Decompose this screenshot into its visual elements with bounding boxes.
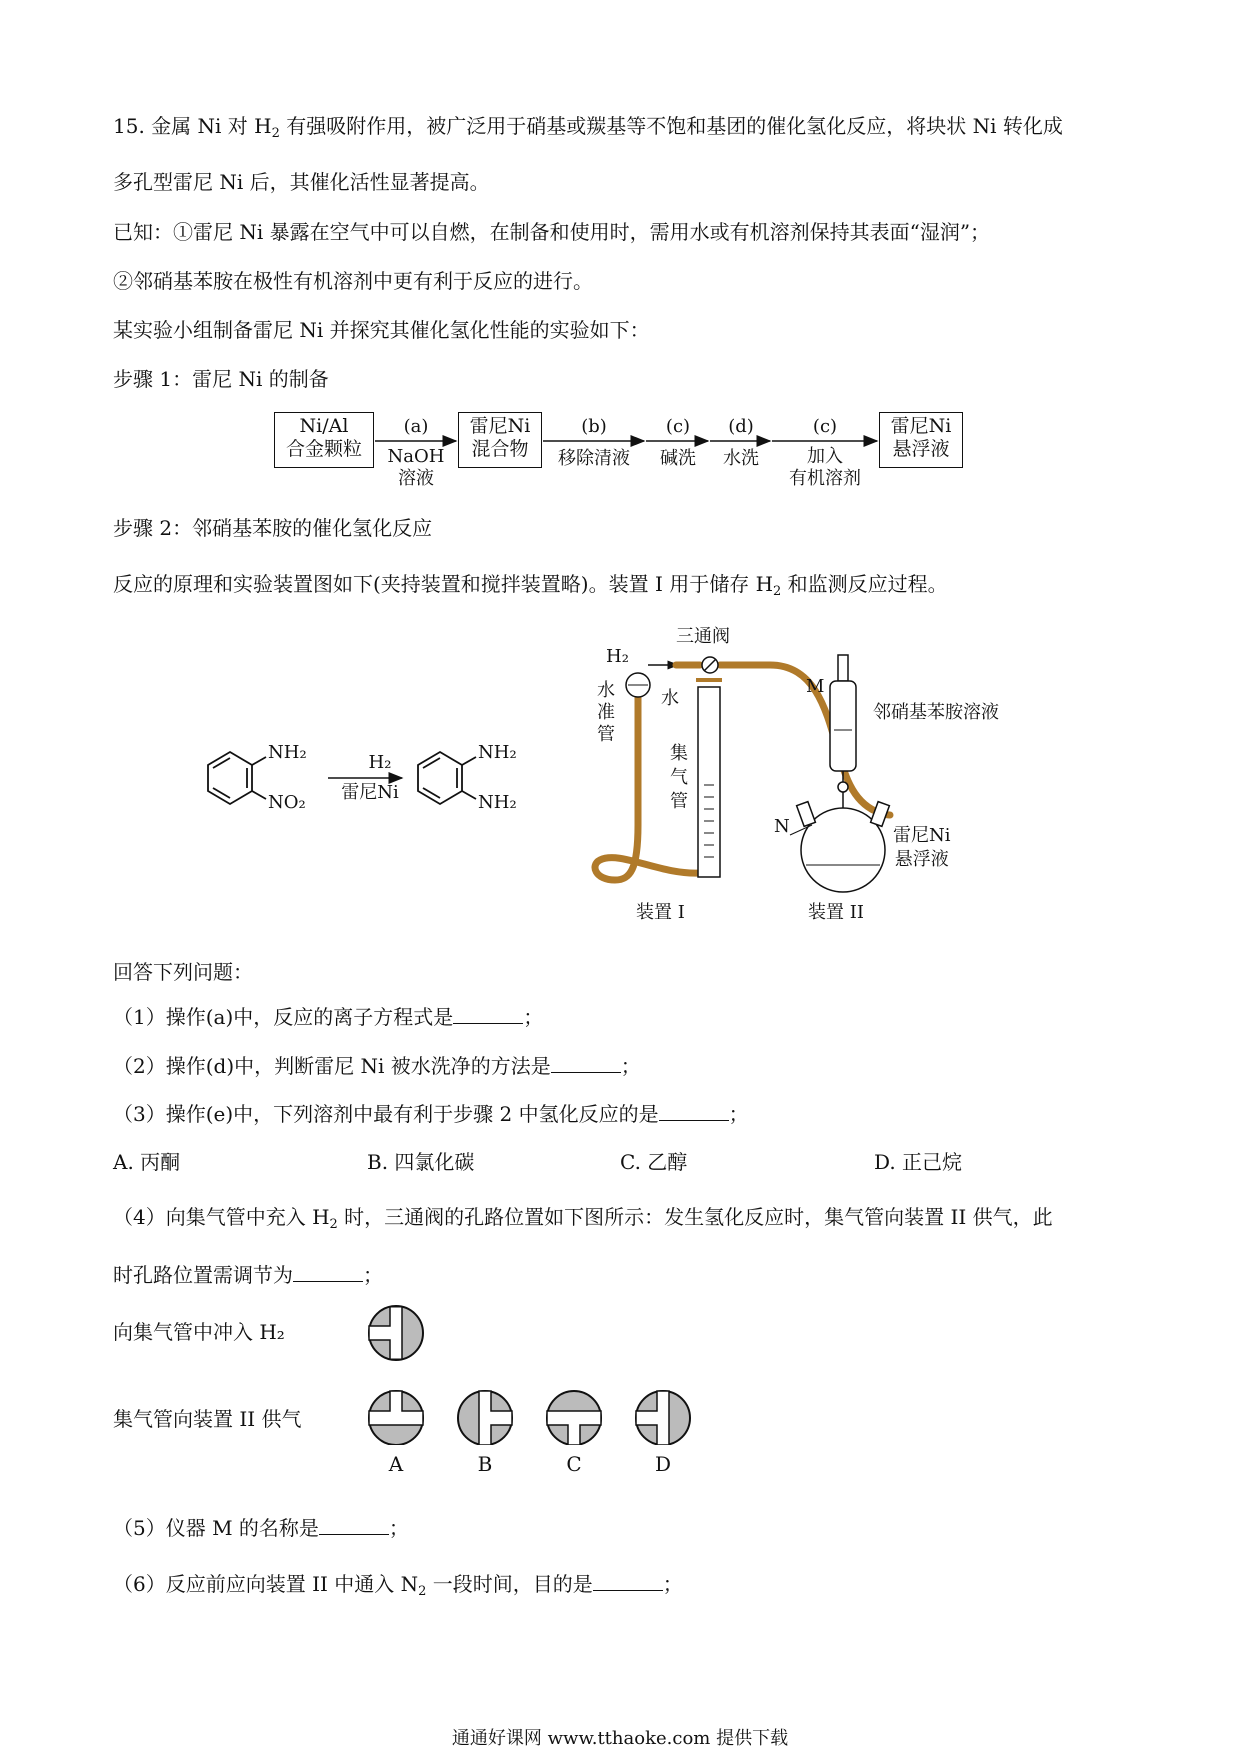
answer-blank[interactable] xyxy=(551,1054,621,1073)
question-2 xyxy=(113,1052,641,1080)
label-water: 水 xyxy=(661,688,679,709)
question-1 xyxy=(113,1003,543,1031)
label-h2: H₂ xyxy=(606,646,629,667)
subscript: 2 xyxy=(329,1217,338,1232)
dropping-funnel xyxy=(830,681,856,771)
answer-blank[interactable] xyxy=(453,1005,523,1024)
choice-d[interactable]: D. 正己烷 xyxy=(874,1150,963,1174)
flow-arrow-top: (d) xyxy=(728,416,754,437)
q4-text-a: （4）向集气管中充入 H xyxy=(113,1205,330,1229)
valve-option-d-icon[interactable] xyxy=(636,1391,690,1445)
step2-title: 步骤 2：邻硝基苯胺的催化氢化反应 xyxy=(113,516,433,540)
q5-text: （5）仪器 M 的名称是 xyxy=(113,1516,319,1540)
known-1: 已知：①雷尼 Ni 暴露在空气中可以自燃，在制备和使用时，需用水或有机溶剂保持其表面“湿润”； xyxy=(113,220,991,244)
label-char: 集 xyxy=(670,743,688,764)
label-char: 气 xyxy=(670,767,688,788)
reactant-group-no2: NO₂ xyxy=(268,792,306,813)
valve-fill-label: 向集气管中冲入 H₂ xyxy=(113,1320,285,1344)
step1-title: 步骤 1：雷尼 Ni 的制备 xyxy=(113,367,329,391)
flow-box-text: 雷尼Ni xyxy=(469,415,531,437)
question-4-cont xyxy=(113,1261,383,1289)
flow-arrow-top: (a) xyxy=(403,416,429,437)
q15-intro-a: 15. 金属 Ni 对 H xyxy=(113,114,272,138)
funnel-stopper xyxy=(838,655,848,681)
valve-option-c-icon[interactable] xyxy=(547,1391,601,1445)
label-device-2: 装置 II xyxy=(808,902,864,923)
group-intro: 某实验小组制备雷尼 Ni 并探究其催化氢化性能的实验如下： xyxy=(113,318,650,342)
flow-arrow-top: (c) xyxy=(665,416,691,437)
q15-intro-b: 有强吸附作用，被广泛用于硝基或羰基等不饱和基团的催化氢化反应，将块状 Ni 转化成 xyxy=(279,114,1063,138)
choice-a[interactable]: A. 丙酮 xyxy=(113,1150,181,1174)
flow-box-text: 混合物 xyxy=(471,438,529,460)
label-suspension xyxy=(893,824,951,872)
valve-option-a-label: A xyxy=(388,1452,404,1476)
choice-c[interactable]: C. 乙醇 xyxy=(620,1150,688,1174)
flow-arrow-top: (c) xyxy=(812,416,838,437)
answer-blank[interactable] xyxy=(659,1102,729,1121)
label-char: 管 xyxy=(597,724,615,745)
q3-text: （3）操作(e)中，下列溶剂中最有利于步骤 2 中氢化反应的是 xyxy=(113,1102,659,1126)
answer-blank[interactable] xyxy=(293,1263,363,1282)
question-6 xyxy=(113,1570,683,1606)
benzene-ring-reactant xyxy=(208,752,266,804)
answer-blank[interactable] xyxy=(319,1516,389,1535)
flow-arrow-bottom: 溶液 xyxy=(398,468,434,489)
gas-collecting-tube xyxy=(698,687,720,877)
flow-arrow-bottom: 加入 xyxy=(807,446,843,467)
label-solution: 邻硝基苯胺溶液 xyxy=(873,702,999,723)
valve-supply-label: 集气管向装置 II 供气 xyxy=(113,1407,302,1431)
step2-desc-b: 和监测反应过程。 xyxy=(781,572,948,596)
q6-text-b: 一段时间，目的是 xyxy=(426,1572,593,1596)
flow-arrows xyxy=(0,0,1240,500)
flow-arrow-top: (b) xyxy=(581,416,607,437)
q1-text: （1）操作(a)中，反应的离子方程式是 xyxy=(113,1005,454,1029)
flow-box-text: 悬浮液 xyxy=(892,438,950,460)
product-group-nh2: NH₂ xyxy=(478,742,517,763)
valve-option-a-icon[interactable] xyxy=(369,1391,423,1445)
step2-desc xyxy=(113,570,948,606)
valve-option-c-label: C xyxy=(566,1452,582,1476)
flow-box-text: 合金颗粒 xyxy=(285,438,362,460)
flow-arrow-bottom: 碱洗 xyxy=(660,448,696,469)
label-three-way-valve: 三通阀 xyxy=(676,626,730,647)
flow-box-text: 雷尼Ni xyxy=(890,415,952,437)
choice-b[interactable]: B. 四氯化碳 xyxy=(367,1150,475,1174)
question-4 xyxy=(113,1203,1053,1239)
subscript: 2 xyxy=(271,126,280,141)
flask-side-neck xyxy=(871,802,890,827)
label-char: 水 xyxy=(597,680,615,701)
subscript: 2 xyxy=(418,1584,427,1599)
label-line: 雷尼Ni xyxy=(893,825,951,846)
valve-option-d-label: D xyxy=(654,1452,672,1476)
punct: ； xyxy=(728,1102,749,1126)
label-char: 管 xyxy=(670,791,688,812)
valve-option-b-label: B xyxy=(477,1452,493,1476)
answer-blank[interactable] xyxy=(593,1572,663,1591)
q15-intro-line2: 多孔型雷尼 Ni 后，其催化活性显著提高。 xyxy=(113,170,490,194)
flow-arrow-bottom: 水洗 xyxy=(723,448,759,469)
page-footer: 通通好课网 www.tthaoke.com 提供下载 xyxy=(451,1728,789,1749)
reaction-catalyst: 雷尼Ni xyxy=(341,782,399,803)
label-device-1: 装置 I xyxy=(636,902,685,923)
punct: ； xyxy=(620,1054,641,1078)
label-char: 准 xyxy=(597,702,615,723)
step2-desc-a: 反应的原理和实验装置图如下(夹持装置和搅拌装置略)。装置 I 用于储存 H xyxy=(113,572,774,596)
label-level-tube xyxy=(597,680,615,746)
flask-side-neck-n xyxy=(797,802,816,827)
valve-option-b-icon[interactable] xyxy=(458,1391,512,1445)
reaction-reagent: H₂ xyxy=(368,752,392,773)
flow-arrow-bottom: 有机溶剂 xyxy=(789,468,861,489)
apparatus-diagram xyxy=(590,625,1050,925)
valve-fill-icon xyxy=(369,1306,423,1360)
punct: ； xyxy=(662,1572,683,1596)
flow-arrow-bottom: 移除清液 xyxy=(558,448,630,469)
punct: ； xyxy=(523,1005,544,1029)
flow-arrow-bottom: NaOH xyxy=(387,446,445,467)
punct: ； xyxy=(388,1516,409,1540)
reactant-group-nh2: NH₂ xyxy=(268,742,307,763)
subscript: 2 xyxy=(773,584,782,599)
label-m: M xyxy=(806,676,825,697)
label-gas-tube xyxy=(670,742,688,814)
question-3 xyxy=(113,1100,749,1128)
valve-diagrams xyxy=(360,1305,720,1445)
product-group-nh2: NH₂ xyxy=(478,792,517,813)
answer-intro: 回答下列问题： xyxy=(113,960,253,984)
funnel-stopcock xyxy=(838,782,848,792)
question-5 xyxy=(113,1514,409,1542)
q4-text-c: 时孔路位置需调节为 xyxy=(113,1263,293,1287)
q2-text: （2）操作(d)中，判断雷尼 Ni 被水洗净的方法是 xyxy=(113,1054,551,1078)
label-n: N xyxy=(774,816,790,837)
flow-box-text: Ni/Al xyxy=(299,415,349,437)
known-2: ②邻硝基苯胺在极性有机溶剂中更有利于反应的进行。 xyxy=(113,269,593,293)
benzene-ring-product xyxy=(418,752,476,804)
q6-text-a: （6）反应前应向装置 II 中通入 N xyxy=(113,1572,419,1596)
punct: ； xyxy=(363,1263,383,1287)
label-line: 悬浮液 xyxy=(894,849,949,870)
q4-text-b: 时，三通阀的孔路位置如下图所示：发生氢化反应时，集气管向装置 II 供气，此 xyxy=(337,1205,1053,1229)
